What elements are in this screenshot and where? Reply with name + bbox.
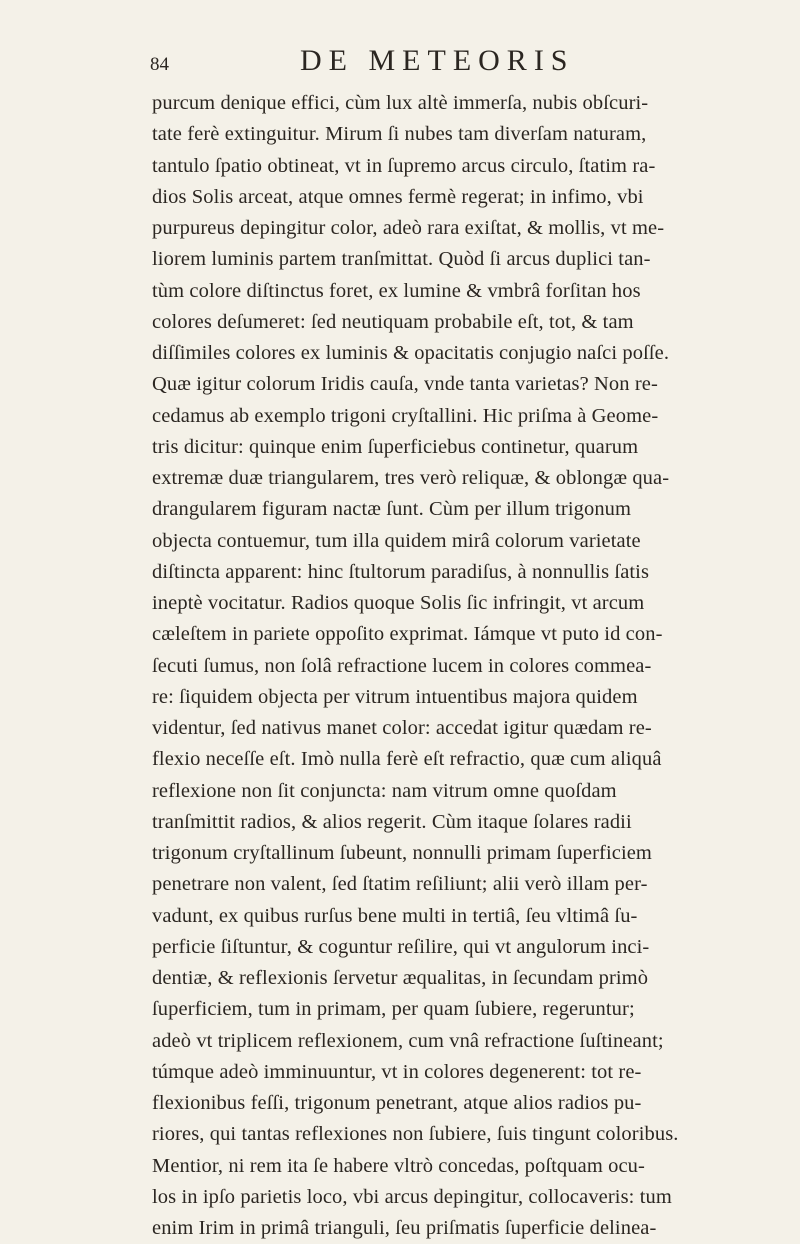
text-line: diſtincta apparent: hinc ſtultorum paradiſus, à nonnullis ſatis: [152, 560, 650, 583]
text-line: tantulo ſpatio obtineat, vt in ſupremo arcus circulo, ſtatim ra-: [152, 154, 656, 177]
text-line: perficie ſiſtuntur, & coguntur reſilire, qui vt angulorum inci-: [152, 935, 650, 958]
text-line: drangularem figuram nactæ ſunt. Cùm per illum trigonum: [152, 498, 632, 521]
text-line: túmque adeò imminuuntur, vt in colores degenerent: tot re-: [152, 1060, 642, 1083]
page-number: 84: [150, 54, 169, 75]
text-line: vadunt, ex quibus rurſus bene multi in tertiâ, ſeu vltimâ ſu-: [152, 904, 638, 927]
text-line: tranſmittit radios, & alios regerit. Cùm itaque ſolares radii: [152, 810, 632, 833]
text-line: tate ferè extinguitur. Mirum ſi nubes tam diverſam naturam,: [152, 123, 647, 146]
text-line: los in ipſo parietis loco, vbi arcus depingitur, collocaveris: tum: [152, 1185, 672, 1208]
running-head: DE METEORIS: [300, 44, 575, 77]
text-line: flexio neceſſe eſt. Imò nulla ferè eſt refractio, quæ cum aliquâ: [152, 748, 662, 771]
body-text: [152, 88, 782, 1244]
text-line: adeò vt triplicem reflexionem, cum vnâ refractione ſuſtineant;: [152, 1029, 664, 1052]
text-line: enim Irim in primâ trianguli, ſeu priſmatis ſuperficie delinea-: [152, 1217, 657, 1239]
text-line: Quæ igitur colorum Iridis cauſa, vnde tanta varietas? Non re-: [152, 373, 658, 396]
text-line: objecta contuemur, tum illa quidem mirâ colorum varietate: [152, 529, 641, 552]
text-line: dentiæ, & reflexionis ſervetur æqualitas, in ſecundam primò: [152, 967, 649, 989]
text-line: re: ſiquidem objecta per vitrum intuentibus majora quidem: [152, 685, 638, 708]
text-line: trigonum cryſtallinum ſubeunt, nonnulli primam ſuperficiem: [152, 842, 652, 864]
text-line: flexionibus feſſi, trigonum penetrant, atque alios radios pu-: [152, 1092, 642, 1114]
text-line: tùm colore diſtinctus foret, ex lumine & vmbrâ forſitan hos: [152, 279, 641, 302]
text-line: liorem luminis partem tranſmittat. Quòd ſi arcus duplici tan-: [152, 248, 651, 271]
text-line: colores deſumeret: ſed neutiquam probabile eſt, tot, & tam: [152, 310, 634, 333]
text-line: cæleſtem in pariete oppoſito exprimat. Iámque vt puto id con-: [152, 623, 663, 646]
text-line: diſſimiles colores ex luminis & opacitatis conjugio naſci poſſe.: [152, 342, 670, 364]
text-line: riores, qui tantas reflexiones non ſubiere, ſuis tingunt coloribus.: [152, 1123, 679, 1146]
page-header: [150, 44, 710, 84]
text-line: purcum denique effici, cùm lux altè immerſa, nubis obſcuri-: [152, 92, 649, 114]
text-line: ineptè vocitatur. Radios quoque Solis ſic infringit, vt arcum: [152, 592, 645, 614]
text-line: Mentior, ni rem ita ſe habere vltrò concedas, poſtquam ocu-: [152, 1154, 645, 1177]
text-line: tris dicitur: quinque enim ſuperficiebus continetur, quarum: [152, 435, 639, 458]
text-line: reflexione non ſit conjuncta: nam vitrum omne quoſdam: [152, 779, 617, 802]
text-line: purpureus depingitur color, adeò rara exiſtat, & mollis, vt me-: [152, 217, 665, 239]
text-line: dios Solis arceat, atque omnes fermè regerat; in infimo, vbi: [152, 185, 644, 208]
text-line: penetrare non valent, ſed ſtatim reſiliunt; alii verò illam per-: [152, 873, 648, 896]
text-line: cedamus ab exemplo trigoni cryſtallini. Hic priſma à Geome-: [152, 404, 659, 427]
text-line: ſuperficiem, tum in primam, per quam ſubiere, regeruntur;: [152, 998, 635, 1021]
text-line: videntur, ſed nativus manet color: accedat igitur quædam re-: [152, 717, 652, 739]
text-line: ſecuti ſumus, non ſolâ refractione lucem in colores commea-: [152, 654, 652, 677]
text-line: extremæ duæ triangularem, tres verò reliquæ, & oblongæ qua-: [152, 467, 670, 489]
